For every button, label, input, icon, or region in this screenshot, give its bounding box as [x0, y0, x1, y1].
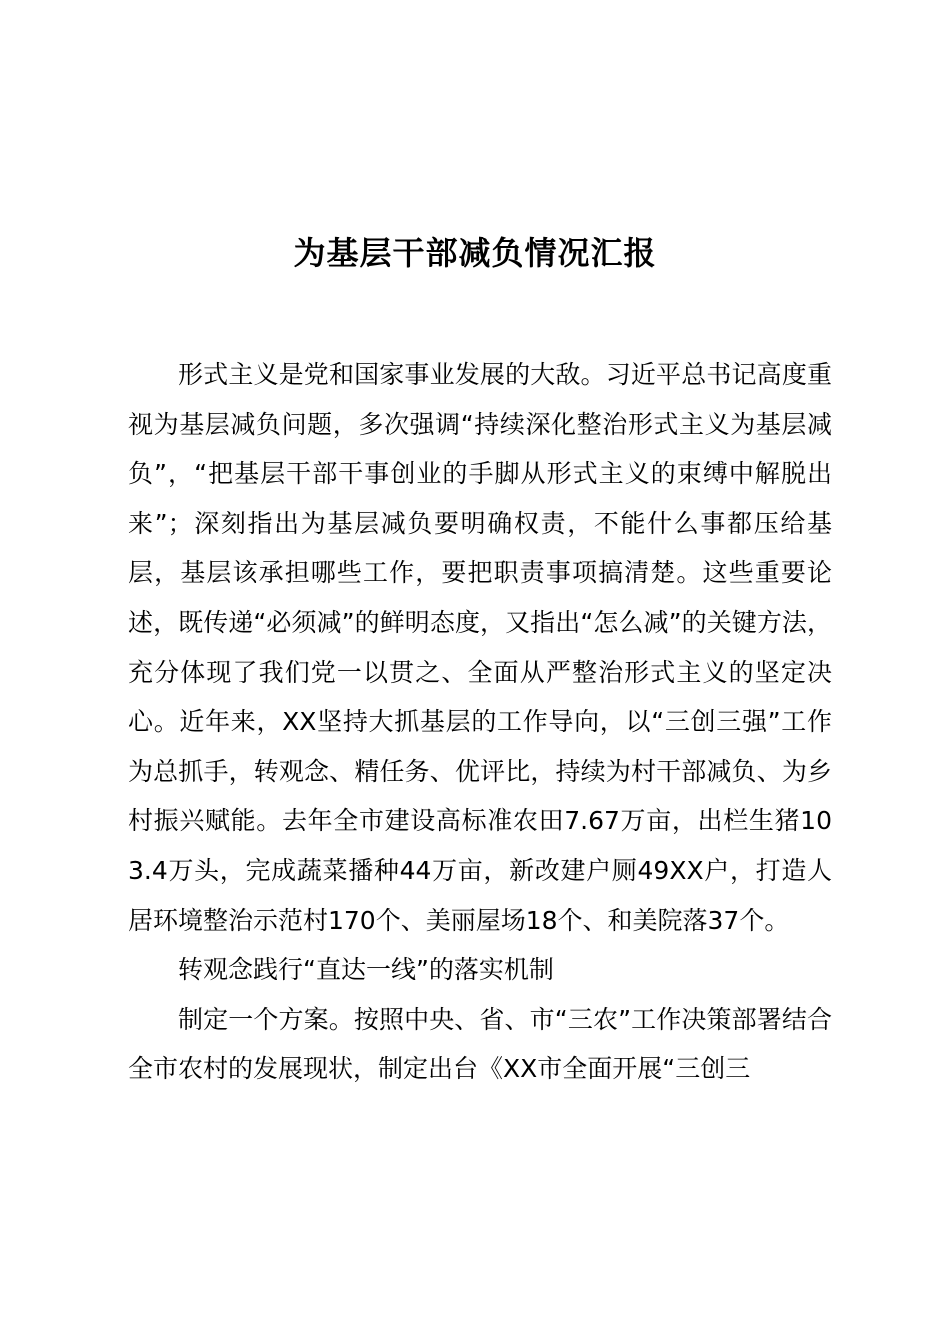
document-title: 为基层干部减负情况汇报: [293, 234, 657, 273]
document-body: [128, 350, 832, 1094]
section-heading: 转观念践行“直达一线”的落实机制: [178, 955, 554, 985]
paragraph-plan: 制定一个方案。按照中央、省、市“三农”工作决策部署结合全市农村的发展现状，制定出台《XX市全面开展“三创三: [128, 1004, 832, 1084]
paragraph-intro: 形式主义是党和国家事业发展的大敌。习近平总书记高度重视为基层减负问题，多次强调“持续深化整治形式主义为基层减负”，“把基层干部干事创业的手脚从形式主义的束缚中解脱出来”；深刻指出为基层减负要明确权责，不能什么事都压给基层，基层该承担哪些工作，要把职责事项搞清楚。这些重要论述，既传递“必须减”的鲜明态度，又指出“怎么减”的关键方法，充分体现了我们党一以贯之、全面从严整治形式主义的坚定决心。近年来，XX坚持大抓基层的工作导向，以“三创三强”工作为总抓手，转观念、精任务、优评比，持续为村干部减负、为乡村振兴赋能。去年全市建设高标准农田7.67万亩，出栏生猪103.4万头，完成蔬菜播种44万亩，新改建户厕49XX户，打造人居环境整治示范村170个、美丽屋场18个、和美院落37个。: [128, 360, 832, 935]
